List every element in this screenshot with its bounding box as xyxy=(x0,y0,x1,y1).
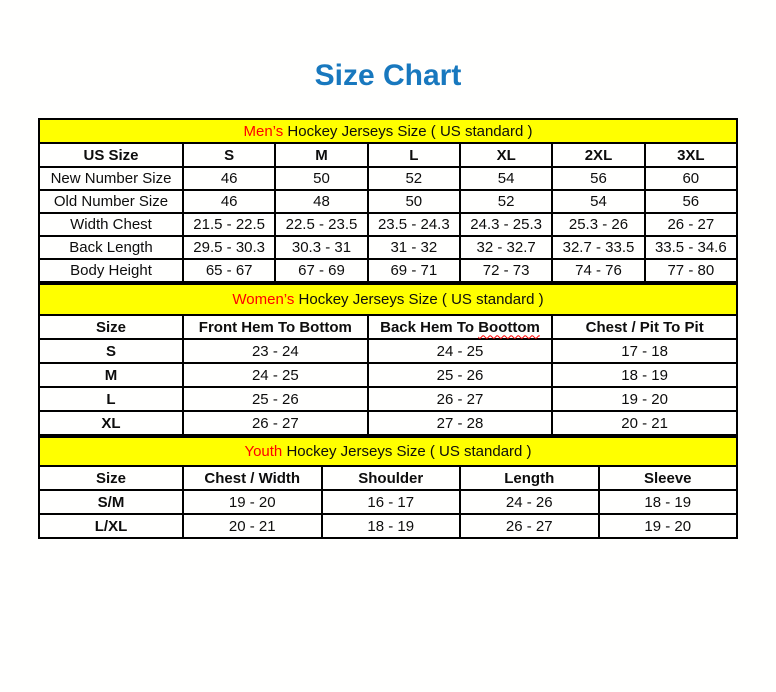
size-value-cell: 46 xyxy=(183,167,275,190)
size-value-cell: 23.5 - 24.3 xyxy=(368,213,460,236)
size-value-cell: 26 - 27 xyxy=(460,514,599,538)
row-label: M xyxy=(39,363,183,387)
size-value-cell: 19 - 20 xyxy=(599,514,738,538)
row-label: Body Height xyxy=(39,259,183,282)
size-value-cell: 74 - 76 xyxy=(552,259,644,282)
size-value-cell: 52 xyxy=(460,190,552,213)
size-value-cell: 18 - 19 xyxy=(552,363,737,387)
column-header: Length xyxy=(460,466,599,490)
table-row xyxy=(39,167,737,190)
mens-highlight: Men’s xyxy=(243,122,284,140)
size-value-cell: 69 - 71 xyxy=(368,259,460,282)
size-value-cell: 18 - 19 xyxy=(322,514,461,538)
column-header xyxy=(368,315,553,339)
mens-column-header-row xyxy=(39,143,737,167)
size-value-cell: 17 - 18 xyxy=(552,339,737,363)
size-value-cell: 50 xyxy=(368,190,460,213)
size-value-cell: 24 - 25 xyxy=(183,363,368,387)
size-value-cell: 54 xyxy=(460,167,552,190)
size-value-cell: 32 - 32.7 xyxy=(460,236,552,259)
size-value-cell: 19 - 20 xyxy=(552,387,737,411)
youth-column-header-row xyxy=(39,466,737,490)
youth-band-text: Hockey Jerseys Size ( US standard ) xyxy=(282,443,532,460)
table-row xyxy=(39,190,737,213)
column-header: L xyxy=(368,143,460,167)
size-value-cell: 25.3 - 26 xyxy=(552,213,644,236)
size-value-cell: 60 xyxy=(645,167,737,190)
size-value-cell: 16 - 17 xyxy=(322,490,461,514)
column-header: S xyxy=(183,143,275,167)
mens-band-text: Hockey Jerseys Size ( US standard ) xyxy=(283,122,533,140)
youth-section-header xyxy=(39,437,737,466)
table-row xyxy=(39,339,737,363)
row-label: S/M xyxy=(39,490,183,514)
column-header-text: Back Hem To xyxy=(380,318,479,336)
row-label: XL xyxy=(39,411,183,435)
row-label: L xyxy=(39,387,183,411)
womens-band-text: Hockey Jerseys Size ( US standard ) xyxy=(294,291,544,308)
size-value-cell: 20 - 21 xyxy=(183,514,322,538)
youth-table-body xyxy=(39,490,737,538)
youth-size-table xyxy=(38,436,738,539)
column-header: US Size xyxy=(39,143,183,167)
size-tables xyxy=(38,118,738,539)
size-value-cell: 67 - 69 xyxy=(275,259,367,282)
page-title: Size Chart xyxy=(314,59,462,92)
size-value-cell: 24 - 25 xyxy=(368,339,553,363)
youth-band-row xyxy=(39,437,737,466)
size-value-cell: 26 - 27 xyxy=(183,411,368,435)
size-value-cell: 26 - 27 xyxy=(368,387,553,411)
size-value-cell: 25 - 26 xyxy=(368,363,553,387)
size-value-cell: 24.3 - 25.3 xyxy=(460,213,552,236)
mens-band-row xyxy=(39,119,737,143)
size-value-cell: 22.5 - 23.5 xyxy=(275,213,367,236)
row-label: S xyxy=(39,339,183,363)
size-value-cell: 27 - 28 xyxy=(368,411,553,435)
size-value-cell: 46 xyxy=(183,190,275,213)
size-value-cell: 19 - 20 xyxy=(183,490,322,514)
row-label: Back Length xyxy=(39,236,183,259)
column-header: Sleeve xyxy=(599,466,738,490)
row-label: Width Chest xyxy=(39,213,183,236)
column-header: Chest / Pit To Pit xyxy=(552,315,737,339)
size-value-cell: 54 xyxy=(552,190,644,213)
womens-table-body xyxy=(39,339,737,435)
row-label: Old Number Size xyxy=(39,190,183,213)
table-row xyxy=(39,363,737,387)
size-value-cell: 30.3 - 31 xyxy=(275,236,367,259)
womens-column-header-row xyxy=(39,315,737,339)
table-row xyxy=(39,213,737,236)
size-value-cell: 52 xyxy=(368,167,460,190)
table-row xyxy=(39,411,737,435)
column-header: M xyxy=(275,143,367,167)
table-row xyxy=(39,490,737,514)
table-row xyxy=(39,236,737,259)
row-label: New Number Size xyxy=(39,167,183,190)
size-chart-page xyxy=(0,58,776,539)
table-row xyxy=(39,259,737,282)
size-value-cell: 72 - 73 xyxy=(460,259,552,282)
womens-section-header xyxy=(39,284,737,315)
size-value-cell: 31 - 32 xyxy=(368,236,460,259)
size-value-cell: 50 xyxy=(275,167,367,190)
size-value-cell: 65 - 67 xyxy=(183,259,275,282)
size-value-cell: 29.5 - 30.3 xyxy=(183,236,275,259)
mens-size-table xyxy=(38,118,738,283)
table-row xyxy=(39,387,737,411)
size-value-cell: 32.7 - 33.5 xyxy=(552,236,644,259)
size-value-cell: 33.5 - 34.6 xyxy=(645,236,737,259)
size-value-cell: 24 - 26 xyxy=(460,490,599,514)
womens-highlight: Women’s xyxy=(232,291,295,308)
misspelled-word: Boottom xyxy=(478,318,540,336)
column-header: Size xyxy=(39,315,183,339)
column-header: Size xyxy=(39,466,183,490)
size-value-cell: 23 - 24 xyxy=(183,339,368,363)
youth-highlight: Youth xyxy=(244,443,283,460)
womens-size-table xyxy=(38,283,738,436)
womens-band-row xyxy=(39,284,737,315)
column-header: Chest / Width xyxy=(183,466,322,490)
size-value-cell: 56 xyxy=(552,167,644,190)
column-header: XL xyxy=(460,143,552,167)
row-label: L/XL xyxy=(39,514,183,538)
mens-table-body xyxy=(39,167,737,282)
size-value-cell: 25 - 26 xyxy=(183,387,368,411)
size-value-cell: 18 - 19 xyxy=(599,490,738,514)
column-header: 2XL xyxy=(552,143,644,167)
size-value-cell: 20 - 21 xyxy=(552,411,737,435)
size-value-cell: 26 - 27 xyxy=(645,213,737,236)
column-header: 3XL xyxy=(645,143,737,167)
size-value-cell: 21.5 - 22.5 xyxy=(183,213,275,236)
table-row xyxy=(39,514,737,538)
mens-section-header xyxy=(39,119,737,143)
column-header: Shoulder xyxy=(322,466,461,490)
size-value-cell: 77 - 80 xyxy=(645,259,737,282)
size-value-cell: 48 xyxy=(275,190,367,213)
size-value-cell: 56 xyxy=(645,190,737,213)
column-header: Front Hem To Bottom xyxy=(183,315,368,339)
